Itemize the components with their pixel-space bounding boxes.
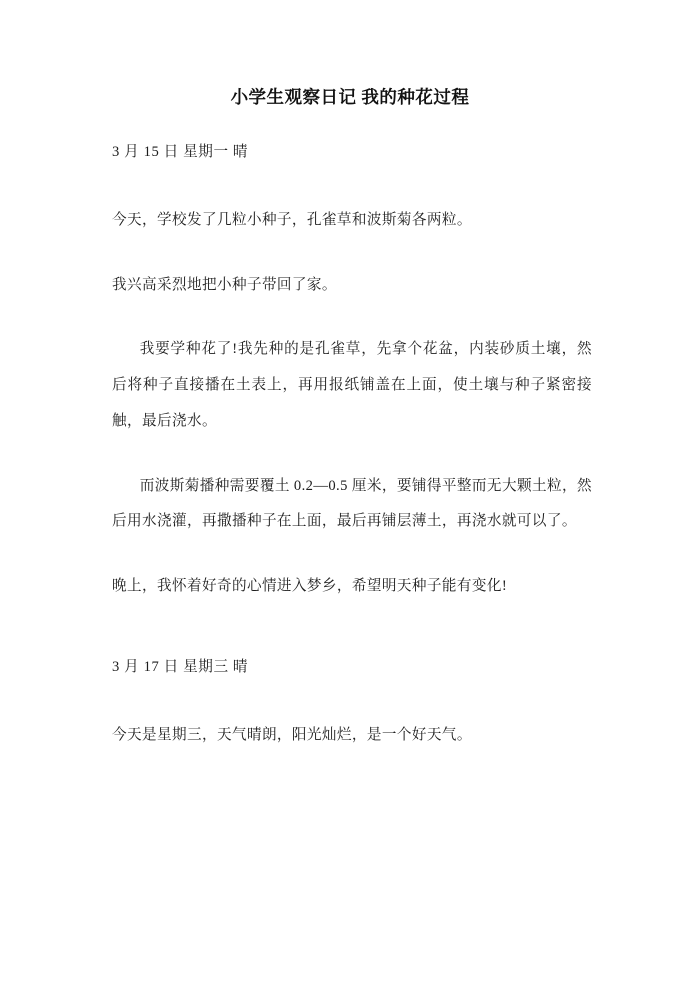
document-body (0, 135, 700, 753)
body-paragraph: 今天是星期三，天气晴朗，阳光灿烂，是一个好天气。 (112, 726, 472, 743)
body-paragraph: 而波斯菊播种需要覆土 0.2—0.5 厘米，要铺得平整而无大颗土粒，然后用水浇灌，再撒播种子在上面，最后再铺层薄土，再浇水就可以了。 (112, 477, 592, 530)
body-paragraph: 今天，学校发了几粒小种子，孔雀草和波斯菊各两粒。 (112, 211, 472, 228)
page-title: 小学生观察日记 我的种花过程 (230, 87, 470, 107)
body-paragraph: 晚上，我怀着好奇的心情进入梦乡，希望明天种子能有变化! (112, 578, 508, 594)
section-spacer (112, 634, 592, 650)
body-paragraph: 我要学种花了!我先种的是孔雀草，先拿个花盆，内装砂质土壤，然后将种子直接播在土表上，再用报纸铺盖在上面，使土壤与种子紧密接触，最后浇水。 (112, 341, 592, 429)
diary-date-line: 3 月 15 日 星期一 晴 (112, 144, 249, 160)
body-paragraph: 我兴高采烈地把小种子带回了家。 (112, 276, 337, 293)
diary-date-line: 3 月 17 日 星期三 晴 (112, 658, 249, 675)
